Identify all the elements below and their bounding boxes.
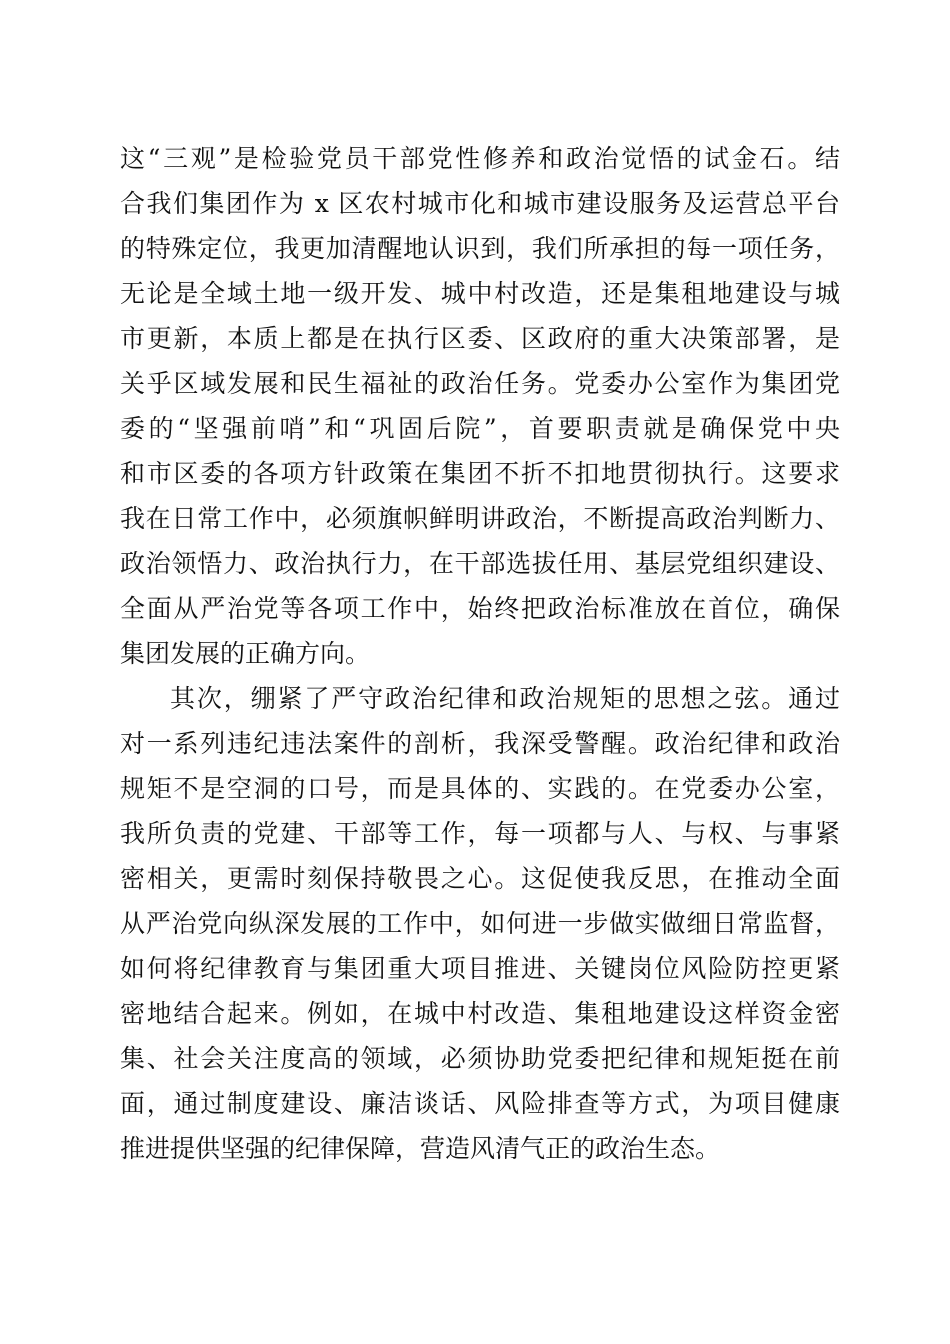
text-line: 我所负责的党建、干部等工作，每一项都与人、与权、与事紧 (120, 819, 840, 848)
text-line: 关乎区域发展和民生福祉的政治任务。党委办公室作为集团党 (120, 369, 840, 398)
text-line: 合我们集团作为 x 区农村城市化和城市建设服务及运营总平台 (120, 189, 840, 218)
text-line: 从严治党向纵深发展的工作中，如何进一步做实做细日常监督， (120, 909, 840, 938)
text-line: 推进提供坚强的纪律保障，营造风清气正的政治生态。 (120, 1134, 721, 1163)
text-line: 集、社会关注度高的领域，必须协助党委把纪律和规矩挺在前 (120, 1044, 840, 1073)
text-line: 如何将纪律教育与集团重大项目推进、关键岗位风险防控更紧 (120, 954, 840, 983)
text-line: 对一系列违纪违法案件的剖析，我深受警醒。政治纪律和政治 (120, 729, 840, 758)
text-line: 政治领悟力、政治执行力，在干部选拔任用、基层党组织建设、 (120, 549, 840, 578)
text-line: 市更新，本质上都是在执行区委、区政府的重大决策部署，是 (120, 324, 840, 353)
text-line: 的特殊定位，我更加清醒地认识到，我们所承担的每一项任务， (120, 234, 840, 263)
text-line: 和市区委的各项方针政策在集团不折不扣地贯彻执行。这要求 (120, 459, 840, 488)
text-line: 集团发展的正确方向。 (120, 639, 371, 668)
text-line: 委的“坚强前哨”和“巩固后院”，首要职责就是确保党中央 (120, 414, 840, 443)
text-line: 密相关，更需时刻保持敬畏之心。这促使我反思，在推动全面 (120, 864, 840, 893)
text-line: 面，通过制度建设、廉洁谈话、风险排查等方式，为项目健康 (120, 1089, 840, 1118)
text-line: 密地结合起来。例如，在城中村改造、集租地建设这样资金密 (120, 999, 840, 1028)
paragraph-first-line: 其次，绷紧了严守政治纪律和政治规矩的思想之弦。通过 (170, 684, 840, 713)
text-line: 无论是全域土地一级开发、城中村改造，还是集租地建设与城 (120, 279, 840, 308)
text-line: 这“三观”是检验党员干部党性修养和政治觉悟的试金石。结 (120, 144, 840, 173)
text-line: 我在日常工作中，必须旗帜鲜明讲政治，不断提高政治判断力、 (120, 504, 840, 533)
text-line: 全面从严治党等各项工作中，始终把政治标准放在首位，确保 (120, 594, 840, 623)
text-line: 规矩不是空洞的口号，而是具体的、实践的。在党委办公室， (120, 774, 840, 803)
